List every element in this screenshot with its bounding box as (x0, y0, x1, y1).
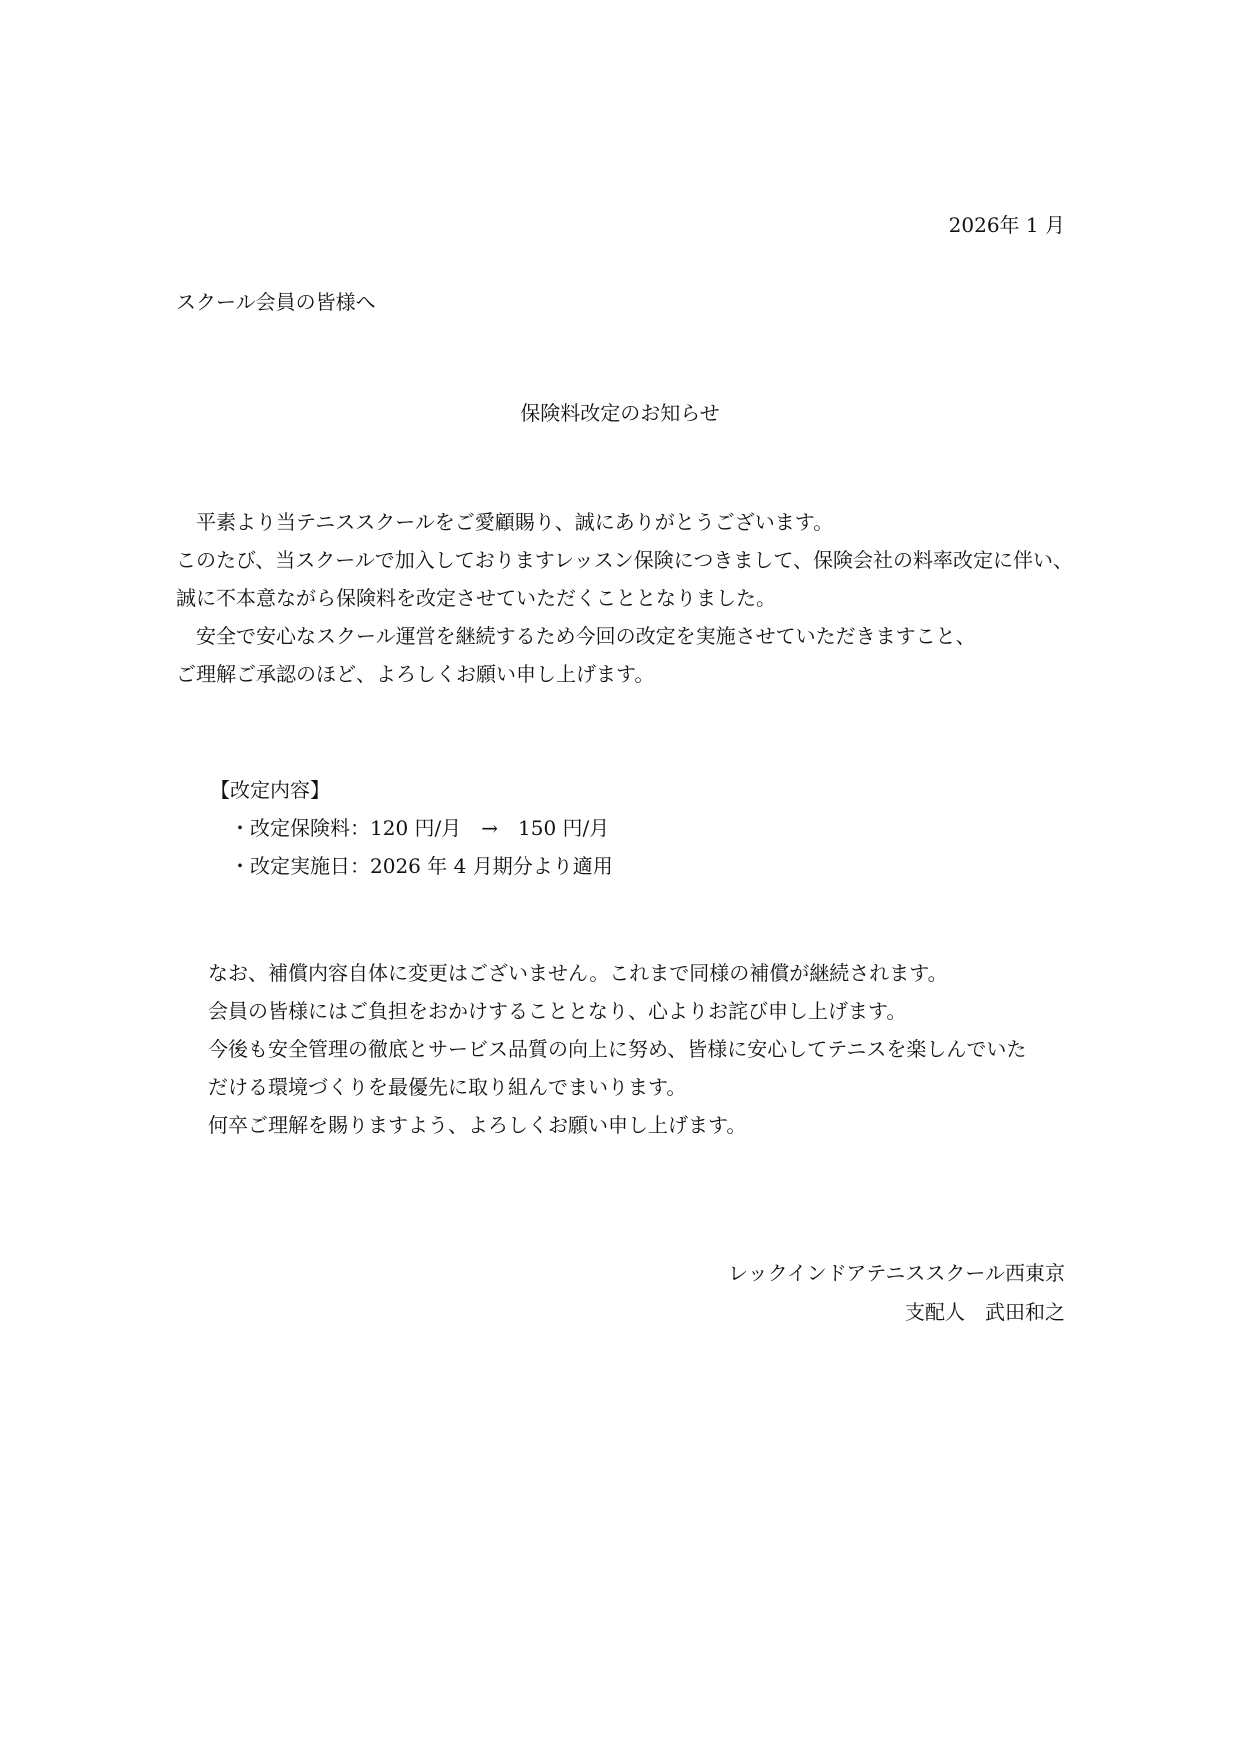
closing-line: 何卒ご理解を賜りますよう、よろしくお願い申し上げます。 (208, 1113, 747, 1137)
letter-date: 2026年 1 月 (948, 213, 1065, 237)
closing-line: 今後も安全管理の徹底とサービス品質の向上に努め、皆様に安心してテニスを楽しんでいた (208, 1037, 1027, 1061)
signature-organization: レックインドアテニススクール西東京 (728, 1261, 1065, 1285)
intro-line: 誠に不本意ながら保険料を改定させていただくこととなりました。 (176, 586, 776, 610)
recipient-line: スクール会員の皆様へ (176, 290, 376, 314)
revision-heading: 【改定内容】 (210, 778, 330, 802)
intro-line: ご理解ご承認のほど、よろしくお願い申し上げます。 (176, 662, 655, 686)
closing-line: 会員の皆様にはご負担をおかけすることとなり、心よりお詫び申し上げます。 (208, 999, 907, 1023)
signature-manager: 支配人 武田和之 (905, 1300, 1065, 1324)
revision-item-effective-date: ・改定実施日：2026 年 4 月期分より適用 (230, 854, 613, 878)
document-title: 保険料改定のお知らせ (520, 401, 720, 425)
closing-line: だける環境づくりを最優先に取り組んでまいります。 (208, 1075, 687, 1099)
intro-line: 平素より当テニススクールをご愛顧賜り、誠にありがとうございます。 (176, 510, 834, 534)
intro-line: 安全で安心なスクール運営を継続するため今回の改定を実施させていただきますこと、 (176, 624, 976, 648)
closing-line: なお、補償内容自体に変更はございません。これまで同様の補償が継続されます。 (208, 961, 948, 985)
revision-item-premium: ・改定保険料：120 円/月 → 150 円/月 (230, 816, 610, 840)
intro-line: このたび、当スクールで加入しておりますレッスン保険につきまして、保険会社の料率改定に伴い、 (176, 548, 1073, 572)
